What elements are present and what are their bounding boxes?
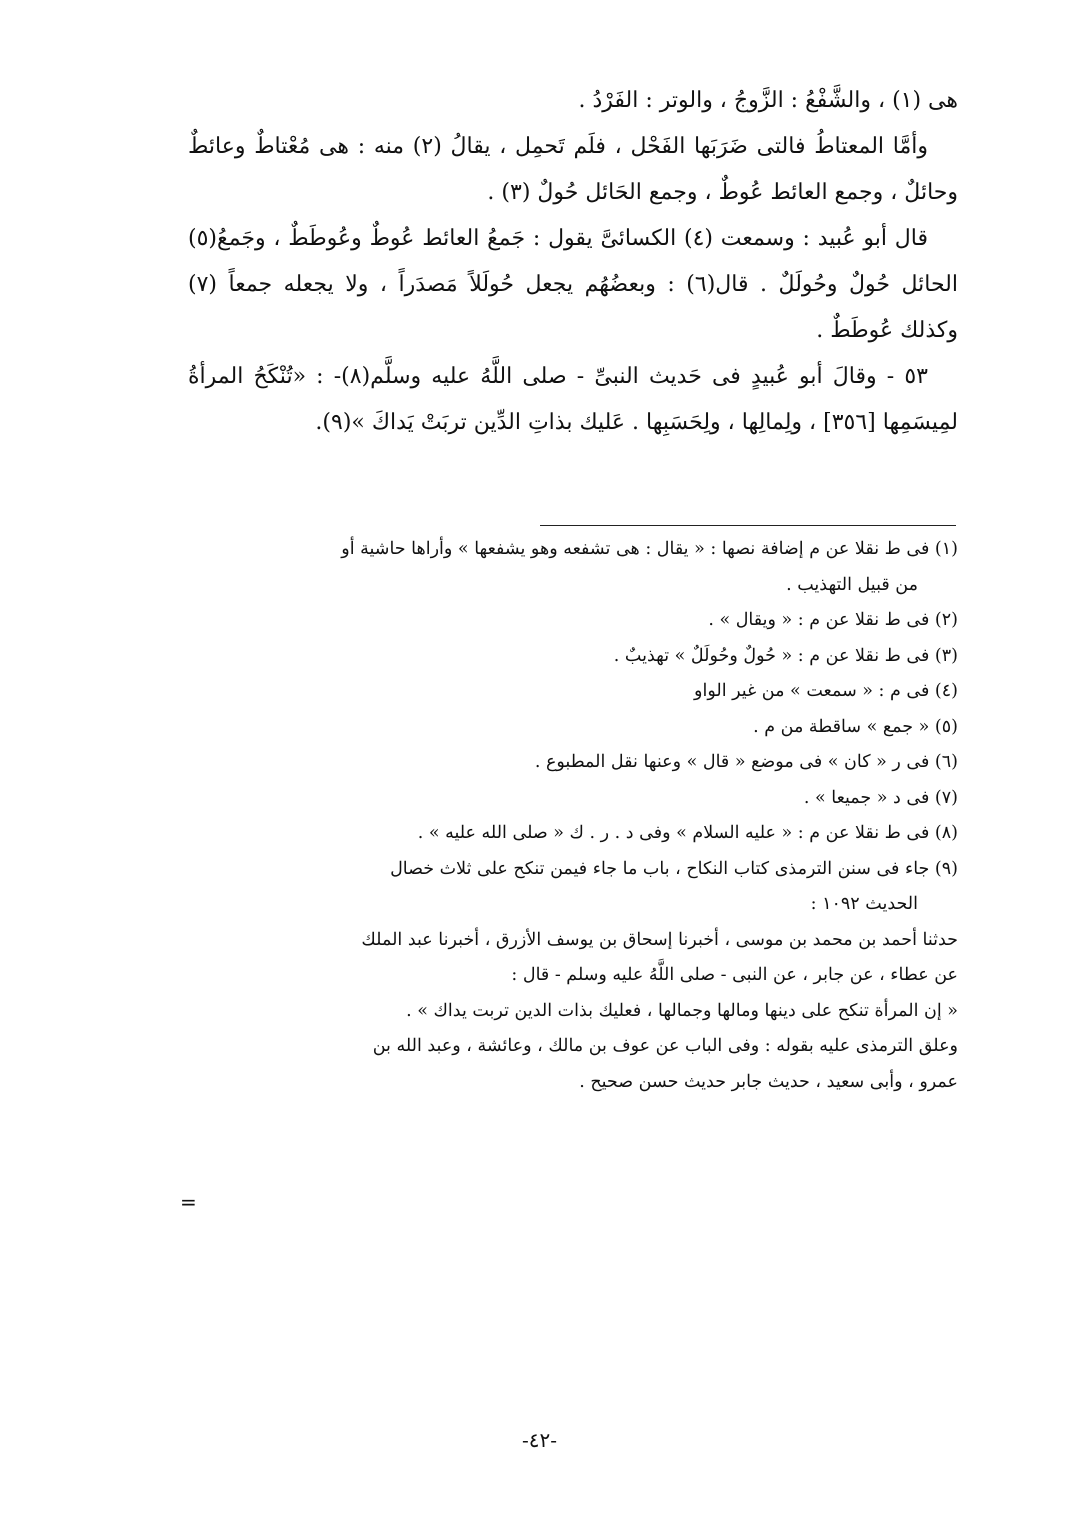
main-paragraph: وأمَّا المعتاطُ فالتى ضَرَبَها الفَحْل ، فلَم تَحمِل ، يقالُ (٢) منه : هى مُعْتاطٌ وعائطٌ وحائلٌ ، وجمع العائط عُوطٌ ، وجمع الحَائل حُولٌ (٣) . <box>188 134 958 205</box>
footnote: حدثنا أحمد بن محمد بن موسى ، أخبرنا إسحاق بن يوسف الأزرق ، أخبرنا عبد الملك <box>361 929 958 950</box>
main-paragraph: هى (١) ، والشَّفْعُ : الزَّوجُ ، والوتر : الفَرْدُ . <box>578 88 958 113</box>
continuation-mark: = <box>180 1190 197 1214</box>
footnote: (٣) فى ط نقلا عن م : « حُولٌ وحُولَلٌ » تهذيبٌ . <box>613 645 958 666</box>
main-text <box>188 78 958 446</box>
footnote: وعلق الترمذى عليه بقوله : وفى الباب عن عوف بن مالك ، وعائشة ، وعبد الله بن <box>372 1036 958 1056</box>
footnote: (٢) فى ط نقلا عن م : « ويقال » . <box>708 610 958 630</box>
footnote: (٦) فى ر « كان » فى موضع « قال » وعنها نقل المطبوع . <box>534 752 958 772</box>
main-paragraph: قال أبو عُبيد : وسمعت (٤) الكسائىَّ يقول : جَمعُ العائط عُوطٌ وعُوطَطٌ ، وجَمعُ(٥) الحائل حُولٌ وحُولَلٌ . قال(٦) : وبعضُهُم يجعل حُولَلاً مَصدَراً ، ولا يجعله جمعاً (٧) وكذلك عُوطَطٌ . <box>188 226 958 343</box>
footnote: (٧) فى د « جميعا » . <box>803 787 958 808</box>
footnote: (١) فى ط نقلا عن م إضافة نصها : « يقال : هى تشفعه وهو يشفعها » وأراها حاشية أو <box>341 539 958 559</box>
footnote: (٨) فى ط نقلا عن م : « عليه السلام » وفى د . ر . ك « صلى الله عليه » . <box>417 823 958 843</box>
footnotes <box>180 532 958 1100</box>
footnote: (٥) « جمع » ساقطة من م . <box>753 716 958 737</box>
footnote: « إن المرأة تنكح على دينها ومالها وجمالها ، فعليك بذات الدين تربت يداك » . <box>406 1000 958 1021</box>
footnote: عن عطاء ، عن جابر ، عن النبى - صلى اللَّهُ عليه وسلم - قال : <box>511 965 958 985</box>
page-number: -٤٢- <box>521 1428 557 1452</box>
footnote: (٩) جاء فى سنن الترمذى كتاب النكاح ، باب ما جاء فيمن تنكح على ثلاث خصال <box>390 858 958 879</box>
footnote: (٤) فى م : « سمعت » من غير الواو <box>694 681 958 701</box>
footnote-divider <box>540 525 956 526</box>
footnote: من قبيل التهذيب . <box>786 574 918 595</box>
main-paragraph: ٥٣ - وقالَ أبو عُبيدٍ فى حَديث النبىِّ - صلى اللَّهُ عليه وسلَّم(٨)- : «تُنْكَحُ المرأةُ لمِيسَمِها [٣٥٦] ، ولِمالِها ، ولِحَسَبِها . عَليك بذاتِ الدِّين تربَتْ يَداكَ »(٩). <box>188 364 958 435</box>
footnote: عمرو ، وأبى سعيد ، حديث جابر حديث حسن صحيح . <box>579 1071 958 1092</box>
footnote: الحديث ١٠٩٢ : <box>810 894 918 914</box>
